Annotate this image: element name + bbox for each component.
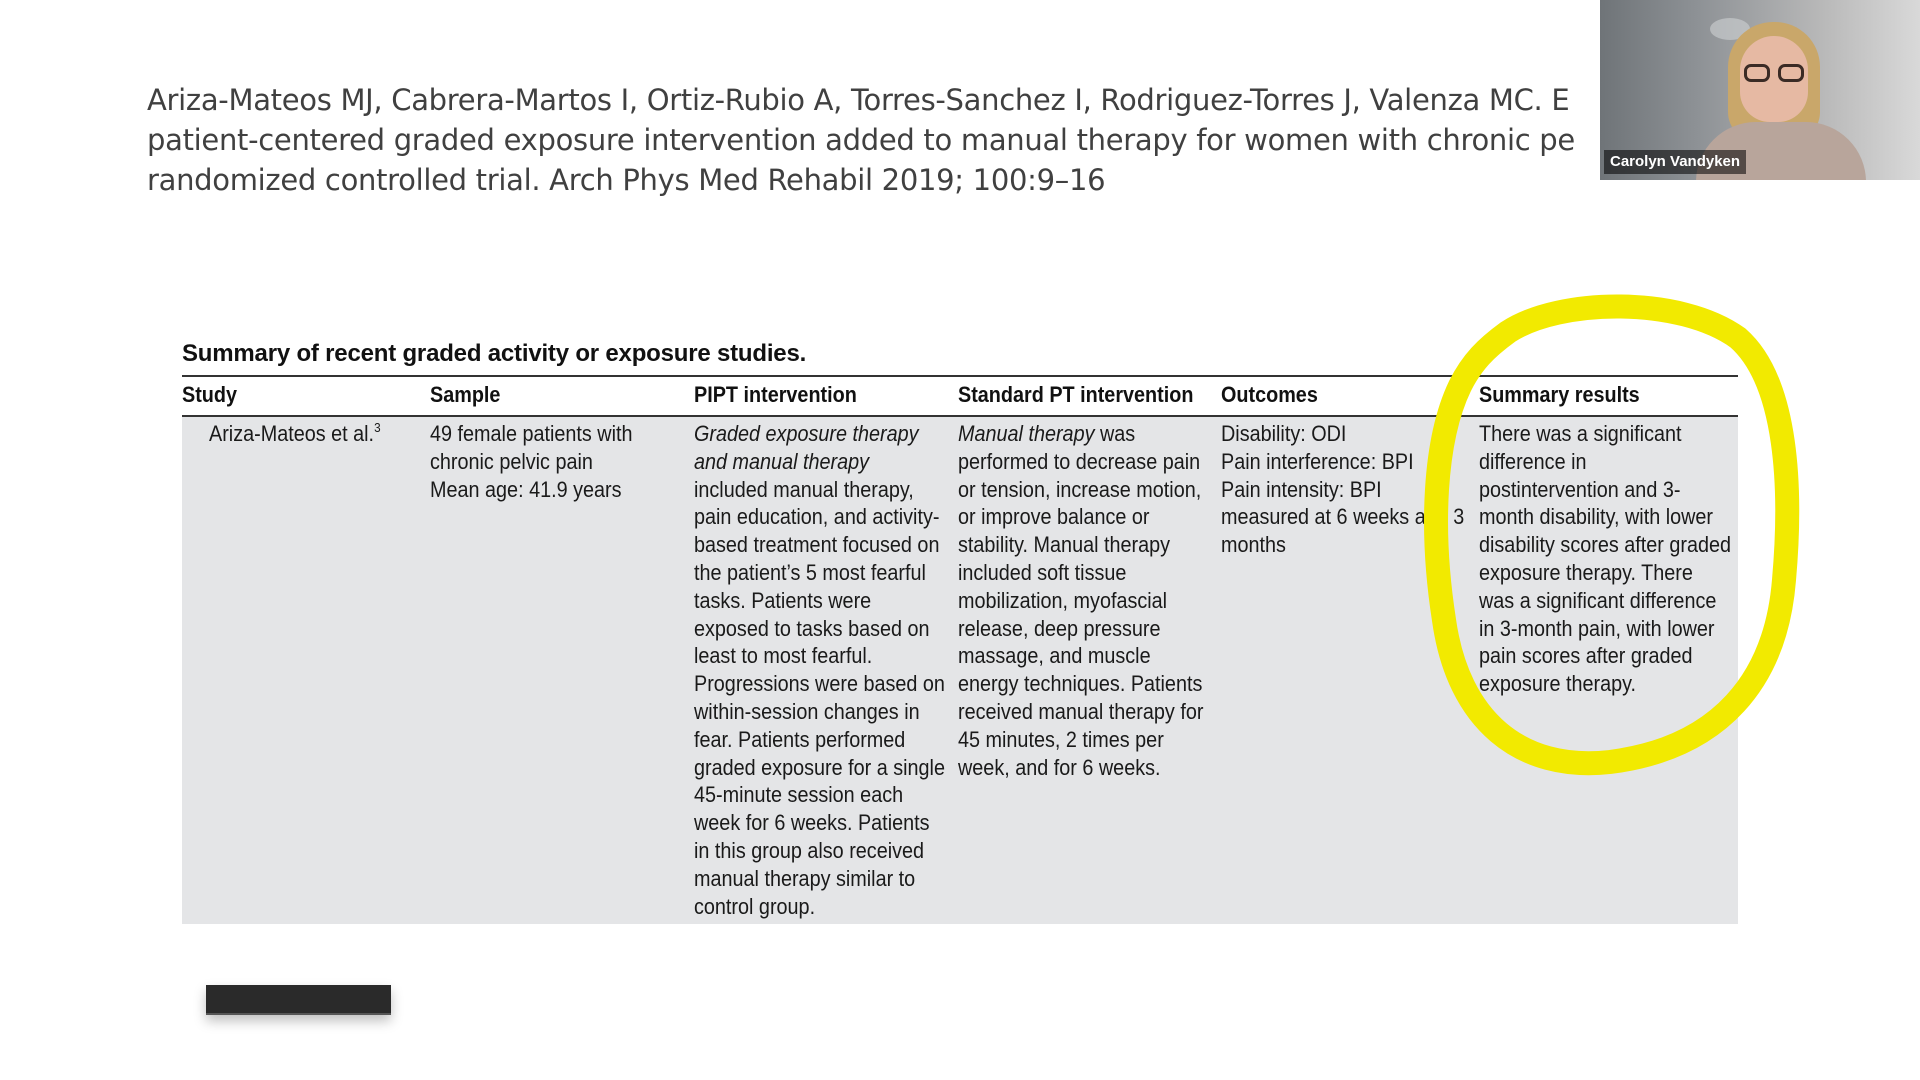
pipt-line: graded exposure for a single <box>694 754 945 780</box>
standard-line: or improve balance or <box>958 504 1150 530</box>
standard-line: 45 minutes, 2 times per <box>958 726 1164 752</box>
study-name: Ariza-Mateos et al. <box>209 421 375 446</box>
summary-line: exposure therapy. There <box>1479 559 1693 585</box>
header-study: Study <box>182 382 238 407</box>
citation-line-1: Ariza-Mateos MJ, Cabrera-Martos I, Ortiz-Rubio A, Torres-Sanchez I, Rodriguez-Torres J, Valenza MC. E <box>147 83 1570 117</box>
cell-sample <box>430 420 633 503</box>
citation-line-3: randomized controlled trial. Arch Phys Med Rehabil 2019; 100:9–16 <box>147 163 1106 197</box>
pipt-line: 45-minute session each <box>694 782 904 808</box>
outcome-line: measured at 6 weeks and 3 <box>1221 504 1465 530</box>
standard-line: or tension, increase motion, <box>958 476 1202 502</box>
outcome-line: months <box>1221 532 1286 558</box>
header-pipt-intervention: PIPT intervention <box>694 382 857 407</box>
pipt-line: tasks. Patients were <box>694 587 872 613</box>
pipt-line: manual therapy similar to <box>694 865 916 891</box>
cell-study <box>209 420 381 448</box>
outcome-line: Pain interference: BPI <box>1221 448 1414 474</box>
summary-line: was a significant difference <box>1479 587 1717 613</box>
standard-line: release, deep pressure <box>958 615 1161 641</box>
summary-line: pain scores after graded <box>1479 643 1693 669</box>
standard-line: mobilization, myofascial <box>958 587 1168 613</box>
standard-line: energy techniques. Patients <box>958 671 1203 697</box>
standard-italic-term: Manual therapy <box>958 421 1095 446</box>
header-sample: Sample <box>430 382 501 407</box>
redacted-bar <box>206 985 391 1015</box>
pipt-line: included manual therapy, <box>694 476 914 502</box>
summary-line: disability scores after graded <box>1479 532 1732 558</box>
standard-line: performed to decrease pain <box>958 448 1201 474</box>
pipt-line: week for 6 weeks. Patients <box>694 810 930 836</box>
pipt-line: control group. <box>694 893 816 919</box>
pipt-italic-line: and manual therapy <box>694 448 870 474</box>
pipt-line: least to most fearful. <box>694 643 873 669</box>
table-top-rule <box>182 375 1738 377</box>
header-summary-results: Summary results <box>1479 382 1640 407</box>
table-title: Summary of recent graded activity or exposure studies. <box>182 340 807 367</box>
outcome-line: Disability: ODI <box>1221 421 1347 446</box>
pipt-italic-line: Graded exposure therapy <box>694 421 919 446</box>
sample-line: Mean age: 41.9 years <box>430 476 622 502</box>
summary-line: difference in <box>1479 448 1587 474</box>
standard-line: received manual therapy for <box>958 698 1204 724</box>
sample-line: chronic pelvic pain <box>430 448 593 474</box>
pipt-line: exposed to tasks based on <box>694 615 930 641</box>
sample-line: 49 female patients with <box>430 421 633 446</box>
summary-line: in 3-month pain, with lower <box>1479 615 1715 641</box>
citation-line-2: patient-centered graded exposure intervention added to manual therapy for women with chronic pe <box>147 123 1575 157</box>
standard-line: included soft tissue <box>958 559 1127 585</box>
summary-line: There was a significant <box>1479 421 1682 446</box>
outcome-line: Pain intensity: BPI <box>1221 476 1382 502</box>
cell-summary-results <box>1479 420 1731 698</box>
summary-line: exposure therapy. <box>1479 671 1637 697</box>
glasses-icon <box>1742 64 1808 84</box>
standard-line: stability. Manual therapy <box>958 532 1171 558</box>
summary-line: month disability, with lower <box>1479 504 1714 530</box>
standard-line: massage, and muscle <box>958 643 1151 669</box>
cell-outcomes <box>1221 420 1464 559</box>
header-standard-pt-intervention: Standard PT intervention <box>958 382 1194 407</box>
cell-standard-pt-intervention <box>958 420 1203 781</box>
pipt-line: pain education, and activity- <box>694 504 940 530</box>
participant-name-label: Carolyn Vandyken <box>1604 150 1746 174</box>
participant-video-tile[interactable] <box>1600 0 1920 180</box>
study-reference: 3 <box>374 420 381 435</box>
pipt-line: the patient’s 5 most fearful <box>694 559 926 585</box>
standard-first-rest: was <box>1094 421 1136 446</box>
pipt-line: within-session changes in <box>694 698 920 724</box>
summary-line: postintervention and 3- <box>1479 476 1681 502</box>
pipt-line: in this group also received <box>694 837 925 863</box>
standard-line: week, and for 6 weeks. <box>958 754 1161 780</box>
cell-pipt-intervention <box>694 420 945 920</box>
header-outcomes: Outcomes <box>1221 382 1318 407</box>
pipt-line: fear. Patients performed <box>694 726 906 752</box>
pipt-line: based treatment focused on <box>694 532 940 558</box>
pipt-line: Progressions were based on <box>694 671 945 697</box>
